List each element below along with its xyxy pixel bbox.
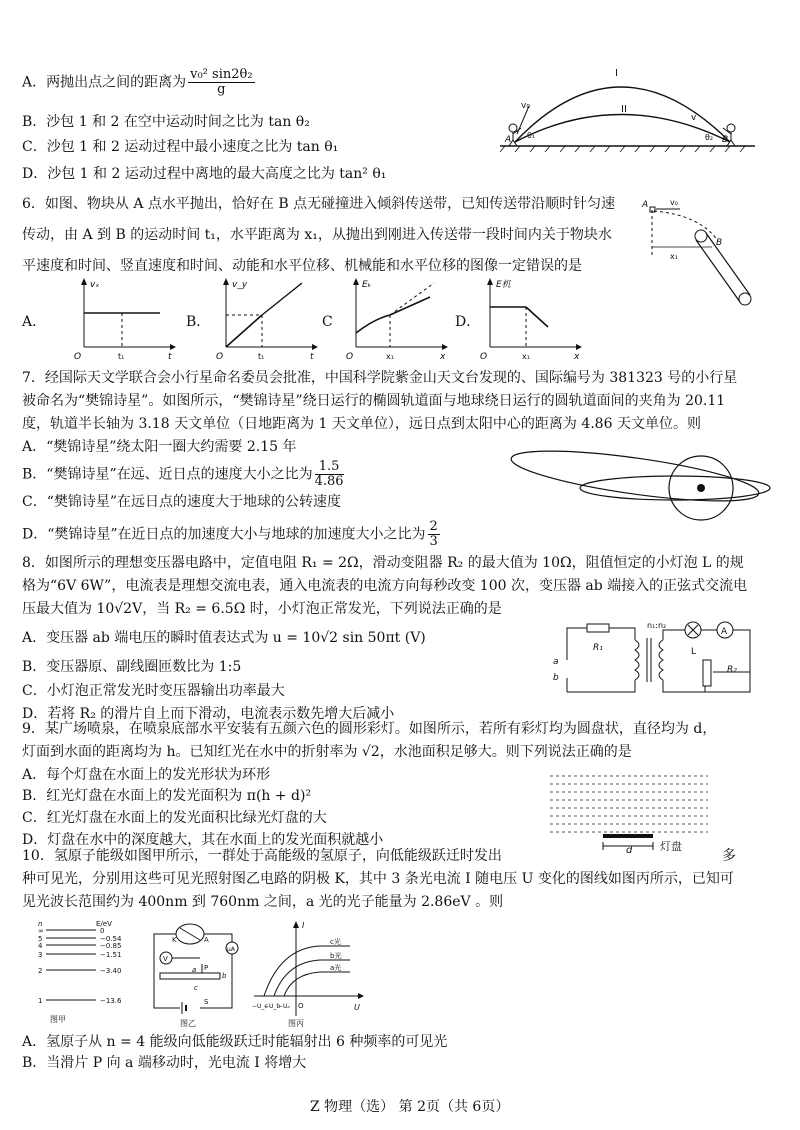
q7-line-3: 度，轨道半长轴为 3.18 天文单位（日地距离为 1 天文单位），远日点到太阳中心的距离为 4.86 天文单位。则 (22, 416, 701, 432)
graph-line (226, 315, 262, 347)
q7-option-d (22, 520, 442, 549)
ground-hatch (500, 146, 745, 152)
level-5-e: −0.54 (100, 935, 122, 943)
y-arrow (81, 278, 87, 285)
q7-orbit-figure (505, 448, 775, 538)
label-theta1: θ₁ (527, 131, 536, 140)
q6-line-2: 传动，由 A 到 B 的运动时间 t₁，水平距离为 x₁，从抛出到刚进入传送带一段时间内关于物块水 (22, 227, 612, 243)
slider-p-label: P (204, 964, 209, 972)
terminal-a-label: a (553, 657, 559, 667)
q6-graph-b (212, 275, 322, 360)
q5-option-a (22, 68, 257, 97)
q6-line-1: 6．如图、物块从 A 点水平抛出，恰好在 B 点无碰撞进入倾斜传送带，已知传送带沿顺时针匀速 (22, 196, 616, 212)
q9-line-1: 9．某广场喷泉，在喷泉底部水平安装有五颜六色的圆形彩灯。如图所示，若所有彩灯均为圆盘状，直径均为 d， (22, 721, 717, 737)
q9-option-d: D．灯盘在水中的深度越大，其在水面上的发光面积就越小 (22, 832, 384, 848)
point-a-label: a (192, 966, 197, 974)
q8-line-1: 8．如图所示的理想变压器电路中，定值电阻 R₁ = 2Ω，滑动变阻器 R₂ 的最大值为 10Ω，阻值恒定的小灯泡 L 的规 (22, 555, 744, 571)
left-wire (154, 934, 180, 1008)
q10-photocell-circuit (140, 918, 250, 1028)
u-arrow (358, 993, 364, 999)
q7-option-b (22, 460, 346, 489)
level-1-n: 1 (38, 997, 43, 1005)
q7-b-den: 4.86 (314, 474, 344, 489)
label-trajectory-2: II (621, 104, 627, 115)
x-arrow (442, 344, 448, 350)
light-b-label: b光 (330, 952, 342, 960)
q10-line-2: 种可见光，分别用这些可见光照射图乙电路的阴极 K，其中 3 条光电流 I 随电压 U 变化的图线如图丙所示，已知可 (22, 871, 734, 887)
label-a: A (642, 200, 649, 210)
level-inf-n: ∞ (38, 927, 44, 935)
origin-label: O (298, 1002, 304, 1010)
x-label: x (574, 352, 580, 360)
uc-label: −U_c (252, 1003, 268, 1010)
belt-roller-bottom (739, 293, 751, 305)
tick-label: t₁ (258, 352, 265, 360)
origin-label: O (480, 352, 488, 360)
q7-d-den: 3 (429, 534, 438, 549)
x-arrow (312, 344, 318, 350)
q5-option-d: D．沙包 1 和 2 运动过程中离地的最大高度之比为 tan² θ₁ (22, 166, 387, 182)
graph-line (356, 297, 430, 333)
label-b: B (716, 238, 723, 248)
caption-bing: 图丙 (288, 1019, 304, 1028)
q9-option-a: A．每个灯盘在水面上的发光形状为环形 (22, 767, 271, 783)
y-label: E机 (496, 280, 511, 290)
q7-d-num: 2 (429, 519, 438, 534)
tick-label: x₁ (386, 352, 394, 360)
q8-line-3: 压最大值为 10√2V，当 R₂ = 6.5Ω 时，小灯泡正常发光，下列说法正确的是 (22, 601, 502, 617)
q6-conveyor-figure (640, 195, 770, 310)
q5-frac-den: g (217, 82, 226, 97)
level-5-n: 5 (38, 935, 43, 943)
q7-option-b-fraction (315, 460, 344, 489)
q8-transformer-circuit (545, 620, 765, 700)
lamp-label: 灯盘 (660, 840, 682, 853)
q5-option-a-text: A．两抛出点之间的距离为 (22, 74, 187, 91)
label-x1: x₁ (670, 252, 678, 261)
q5-option-a-fraction (188, 68, 254, 97)
q10-line-3: 见光波长范围约为 400nm 到 760nm 之间，a 光的光子能量为 2.86eV 。则 (22, 894, 504, 910)
header-n: n (38, 920, 43, 928)
q6-graph-c (342, 275, 452, 360)
origin-label: O (216, 352, 224, 360)
lamp-label: L (691, 647, 697, 657)
caption-jia: 图甲 (50, 1015, 66, 1024)
q10-line-1-tail: 多 (722, 848, 736, 864)
q7-option-b-text: B．“樊锦诗星”在远、近日点的速度大小之比为 (22, 466, 313, 483)
trajectory-2 (515, 115, 730, 143)
level-4-n: 4 (38, 942, 43, 950)
level-1-e: −13.6 (100, 997, 122, 1005)
q9-option-c: C．红光灯盘在水面上的发光面积比绿光灯盘的大 (22, 810, 327, 826)
q10-energy-level-diagram (36, 918, 136, 1028)
q6-graph-d (476, 275, 586, 360)
q6-line-3: 平速度和时间、竖直速度和时间、动能和水平位移、机械能和水平位移的图像一定错误的是 (22, 258, 582, 274)
ub-label: −U_b (264, 1003, 281, 1010)
q6-graph-a (70, 275, 180, 360)
primary-bottom-wire (567, 680, 635, 692)
secondary-bottom-wire (663, 665, 705, 692)
i-arrow (293, 921, 299, 928)
tick-label: t₁ (118, 352, 125, 360)
q6-graph-c-option: C (322, 314, 333, 330)
person-b-head (727, 124, 735, 132)
x-label: x (440, 352, 446, 360)
level-2-e: −3.40 (100, 967, 122, 975)
x-label: t (168, 352, 172, 360)
asteroid-orbit (509, 448, 762, 511)
label-point-b: B (722, 135, 729, 145)
graph-line-2 (526, 307, 548, 327)
q7-option-d-text: D．“樊锦诗星”在近日点的加速度大小与地球的加速度大小之比为 (22, 526, 426, 543)
label-v0: v₀ (521, 101, 530, 111)
q7-line-1: 7．经国际天文学联合会小行星命名委员会批准，中国科学院紫金山天文台发现的、国际编号为 381323 号的小行星 (22, 370, 738, 386)
label-theta2: θ₂ (705, 133, 714, 142)
q6-graph-d-option: D． (455, 314, 481, 330)
voltmeter-label: V (163, 955, 168, 963)
q8-option-c: C．小灯泡正常发光时变压器输出功率最大 (22, 683, 285, 699)
q8-option-b: B．变压器原、副线圈匝数比为 1:5 (22, 659, 242, 675)
q10-line-1: 10．氢原子能级如图甲所示，一群处于高能级的氢原子，向低能级跃迁时发出 (22, 848, 502, 864)
switch-label: S (204, 998, 209, 1006)
sun (697, 484, 705, 492)
q10-option-b: B．当滑片 P 向 a 端移动时，光电流 I 将增大 (22, 1055, 307, 1071)
y-label: Eₖ (362, 280, 372, 290)
q7-option-a: A．“樊锦诗星”绕太阳一圈大约需要 2.15 年 (22, 439, 297, 455)
level-inf-e: 0 (100, 927, 105, 935)
r2-label: R₂ (727, 665, 737, 675)
q8-option-a: A．变压器 ab 端电压的瞬时值表达式为 u = 10√2 sin 50πt (V) (22, 630, 426, 646)
y-label: v_y (232, 280, 248, 290)
rheostat-r2 (703, 660, 711, 686)
label-point-a: A (505, 135, 512, 145)
q5-option-b: B．沙包 1 和 2 在空中运动时间之比为 tan θ₂ (22, 114, 310, 130)
ammeter-label: A (721, 627, 728, 637)
point-c-label: c (194, 984, 198, 992)
q9-option-b: B．红光灯盘在水面上的发光面积为 π(h + d)² (22, 788, 312, 804)
y-label: vₓ (90, 280, 100, 290)
y-arrow (353, 278, 359, 285)
lamp-disc (603, 834, 653, 838)
caption-yi: 图乙 (180, 1019, 196, 1028)
water-lines (550, 776, 708, 832)
level-4-e: −0.85 (100, 942, 122, 950)
q10-option-a: A．氢原子从 n = 4 能级向低能级跃迁时能辐射出 6 种频率的可见光 (22, 1034, 448, 1050)
primary-coil (635, 640, 639, 680)
origin-label: O (74, 352, 82, 360)
point-b-label: b (222, 972, 227, 980)
r1-label: R₁ (593, 643, 603, 653)
resistor-r1 (587, 624, 609, 632)
y-arrow (223, 278, 229, 285)
y-arrow (487, 278, 493, 285)
secondary-coil (659, 640, 663, 680)
belt-roller-top (695, 230, 707, 242)
rheostat (160, 973, 220, 979)
level-3-e: −1.51 (100, 951, 122, 959)
i-label: I (302, 921, 305, 930)
q6-graph-b-option: B． (186, 314, 211, 330)
x-arrow (576, 344, 582, 350)
q9-fountain-figure (548, 770, 718, 854)
turns-ratio-label: n₁:n₂ (647, 621, 667, 630)
q7-option-d-fraction (428, 520, 440, 549)
q8-line-2: 格为“6V 6W”，电流表是理想交流电表，通入电流表的电流方向每秒改变 100 次，变压器 ab 端接入的正弦式交流电 (22, 578, 748, 594)
anode-label: A (204, 936, 209, 944)
q5-frac-num: v₀² sin2θ₂ (190, 67, 253, 82)
light-c-label: c光 (330, 938, 341, 946)
q6-graph-a-option: A． (22, 314, 47, 330)
person-a-head (509, 124, 517, 132)
graph-line-2 (262, 283, 302, 315)
cathode-label: K (172, 936, 177, 944)
level-2-n: 2 (38, 967, 43, 975)
q5-projectile-figure (495, 62, 760, 157)
label-v0: v₀ (670, 198, 678, 207)
secondary-top-wire (663, 630, 750, 660)
origin-label: O (346, 352, 354, 360)
diameter-label: d (626, 845, 633, 854)
q8-option-d: D．若将 R₂ 的滑片自上而下滑动，电流表示数先增大后减小 (22, 706, 395, 722)
u-label: U (354, 1003, 360, 1012)
light-a-label: a光 (330, 964, 342, 972)
label-v: v (691, 113, 697, 123)
q7-option-c: C．“樊锦诗星”在远日点的速度大于地球的公转速度 (22, 494, 342, 510)
microammeter-label: μA (227, 946, 235, 953)
x-label: t (310, 352, 314, 360)
page-footer: Z 物理（选） 第 2页（共 6页） (310, 1099, 510, 1115)
curve-a (284, 972, 350, 996)
ua-label: −Uₐ (278, 1003, 290, 1010)
q5-option-c: C．沙包 1 和 2 运动过程中最小速度之比为 tan θ₁ (22, 139, 339, 155)
phototube-inner (180, 928, 200, 940)
level-3-n: 3 (38, 951, 43, 959)
q9-line-2: 灯面到水面的距离均为 h。已知红光在水中的折射率为 √2，水池面积足够大。则下列说法正确的是 (22, 744, 632, 760)
x-arrow (170, 344, 176, 350)
earth-orbit-ellipse (580, 476, 770, 500)
q7-b-num: 1.5 (315, 460, 344, 475)
tick-label: x₁ (522, 352, 530, 360)
q7-line-2: 被命名为“樊锦诗星”。如图所示，“樊锦诗星”绕日运行的椭圆轨道面与地球绕日运行的圆轨道面间的夹角为 20.11 (22, 393, 726, 409)
header-e: E/eV (96, 920, 112, 928)
label-trajectory-1: I (615, 68, 618, 79)
q10-iu-graph (250, 918, 370, 1028)
terminal-b-label: b (553, 673, 559, 683)
